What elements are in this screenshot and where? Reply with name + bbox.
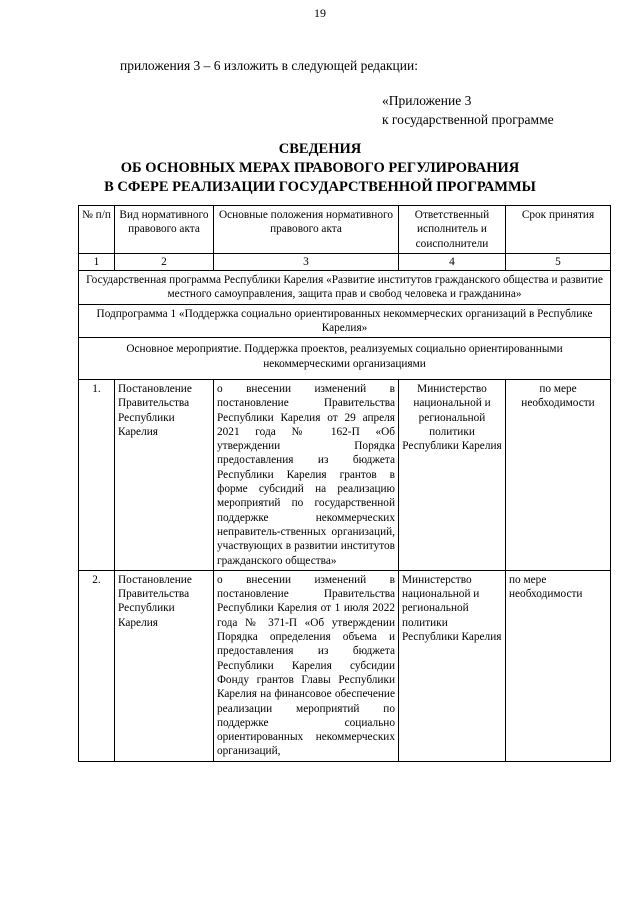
row-number: 2. [79,570,115,761]
header-number: № п/п [79,206,115,254]
row-act-type: Постановление Правительства Республики Карелия [115,379,214,570]
page-number: 19 [314,6,326,20]
header-act-content: Основные положения нормативного правового акта [214,206,399,254]
appendix-ref-line-2: к государственной программе [382,112,554,127]
program-row [79,271,611,305]
title-line-2: ОБ ОСНОВНЫХ МЕРАХ ПРАВОВОГО РЕГУЛИРОВАНИЯ [120,160,520,176]
column-number-4: 4 [399,253,506,270]
appendix-ref-line-1: «Приложение 3 [382,93,472,108]
title-line-1: СВЕДЕНИЯ [278,141,362,157]
column-number-3: 3 [214,253,399,270]
table-row [79,570,611,761]
row-deadline: по мере необходимости [506,379,611,570]
row-act-content: о внесении изменений в постановление Правительства Республики Карелия от 1 июля 2022 года № 371-П «Об утверждении Порядка определения объема и предоставления из бюджета Республики Карелия субсидии Фонду грантов Главы Республики Карелия на финансовое обеспечение реализации мероприятий по поддержке социально ориентированных некоммерческих организаций, [214,570,399,761]
header-deadline: Срок принятия [506,206,611,254]
document-title [0,140,640,197]
row-act-content: о внесении изменений в постановление Правительства Республики Карелия от 29 апреля 2021 года № 162-П «Об утверждении Порядка предоставления из бюджета Республики Карелия грантов в форме субсидий на реализацию мероприятий по государственной поддержке некоммерческих неправитель-ственных организаций, участвующих в развитии институтов гражданского общества» [214,379,399,570]
row-number: 1. [79,379,115,570]
appendix-reference [382,91,554,129]
program-title: Государственная программа Республики Карелия «Развитие институтов гражданского общества и развитие местного самоуправления, защита прав и свобод человека и гражданина» [79,271,611,305]
subprogram-row [79,304,611,338]
row-act-type: Постановление Правительства Республики Карелия [115,570,214,761]
measure-row [79,338,611,380]
measure-title: Основное мероприятие. Поддержка проектов, реализуемых социально ориентированными некоммерческими организациями [79,338,611,380]
column-number-5: 5 [506,253,611,270]
row-responsible: Министерство национальной и региональной политики Республики Карелия [399,379,506,570]
header-act-type: Вид нормативного правового акта [115,206,214,254]
table-row [79,379,611,570]
subprogram-title: Подпрограмма 1 «Поддержка социально ориентированных некоммерческих организаций в Республике Карелия» [79,304,611,338]
title-line-3: В СФЕРЕ РЕАЛИЗАЦИИ ГОСУДАРСТВЕННОЙ ПРОГРАММЫ [104,179,536,195]
intro-line: приложения 3 – 6 изложить в следующей редакции: [120,58,418,73]
column-number-1: 1 [79,253,115,270]
column-number-row [79,253,611,270]
header-responsible: Ответственный исполнитель и соисполнители [399,206,506,254]
row-deadline: по мере необходимости [506,570,611,761]
legal-measures-table [78,205,611,762]
column-number-2: 2 [115,253,214,270]
table-header-row [79,206,611,254]
row-responsible: Министерство национальной и региональной политики Республики Карелия [399,570,506,761]
